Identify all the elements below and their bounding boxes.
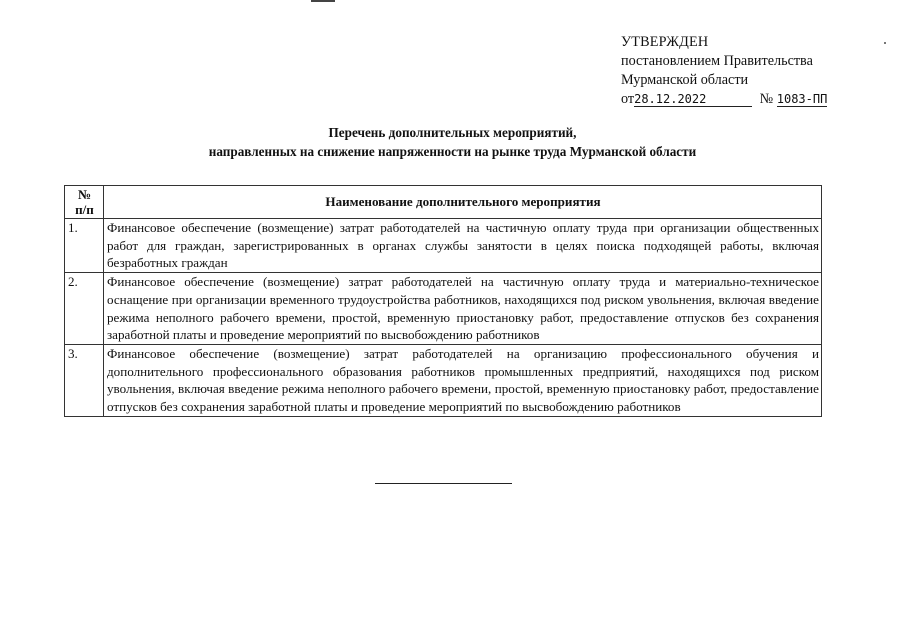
table-row: [65, 273, 822, 345]
row-number: 3.: [65, 344, 104, 416]
approval-line-1: постановлением Правительства: [621, 53, 813, 69]
header-number-line-1: №: [77, 187, 92, 202]
scan-dot: [884, 42, 886, 44]
document-title-line-2: направленных на снижение напряженности на рынке труда Мурманской области: [208, 144, 697, 159]
approval-line-2: Мурманской области: [621, 72, 749, 88]
header-number: [65, 186, 104, 219]
row-description: Финансовое обеспечение (возмещение) затрат работодателей на организацию профессионального обучения и дополнительного профессионального образования работников промышленных предприятий, находящихся под риском увольнения, включая введение режима неполного рабочего времени, простой, временную приостановку работ, предоставление отпусков без сохранения заработной платы и проведение мероприятий по высвобождению работников: [104, 344, 822, 416]
approval-stamp-block: [621, 33, 827, 109]
document-title: [0, 123, 905, 161]
document-title-line-1: Перечень дополнительных мероприятий,: [328, 125, 577, 140]
measures-table: [64, 185, 822, 417]
table-header-row: [65, 186, 822, 219]
approval-number-sign: №: [759, 91, 774, 107]
row-description: Финансовое обеспечение (возмещение) затрат работодателей на частичную оплату труда и материально-техническое оснащение при организации временного трудоустройства работников, находящихся под риском увольнения, включая введение режима неполного рабочего времени, простой, временную приостановку работ, предоставление отпусков без сохранения заработной платы и проведение мероприятий по высвобождению работников: [104, 273, 822, 345]
approval-date-number: [621, 90, 827, 109]
row-description: Финансовое обеспечение (возмещение) затрат работодателей на частичную оплату труда при организации общественных работ для граждан, зарегистрированных в органах службы занятости в целях поиска подходящей работы, включая безработных граждан: [104, 219, 822, 273]
table-row: [65, 344, 822, 416]
row-number: 1.: [65, 219, 104, 273]
approval-date: 28.12.2022: [634, 92, 752, 107]
approval-date-prefix: от: [621, 91, 635, 107]
scan-mark-top: [311, 0, 335, 2]
header-number-line-2: п/п: [75, 202, 94, 217]
row-number: 2.: [65, 273, 104, 345]
header-name: Наименование дополнительного мероприятия: [104, 186, 822, 219]
closing-rule: [375, 483, 512, 484]
approval-heading: УТВЕРЖДЕН: [621, 34, 709, 50]
approval-number: 1083-ПП: [776, 92, 828, 106]
table-row: [65, 219, 822, 273]
